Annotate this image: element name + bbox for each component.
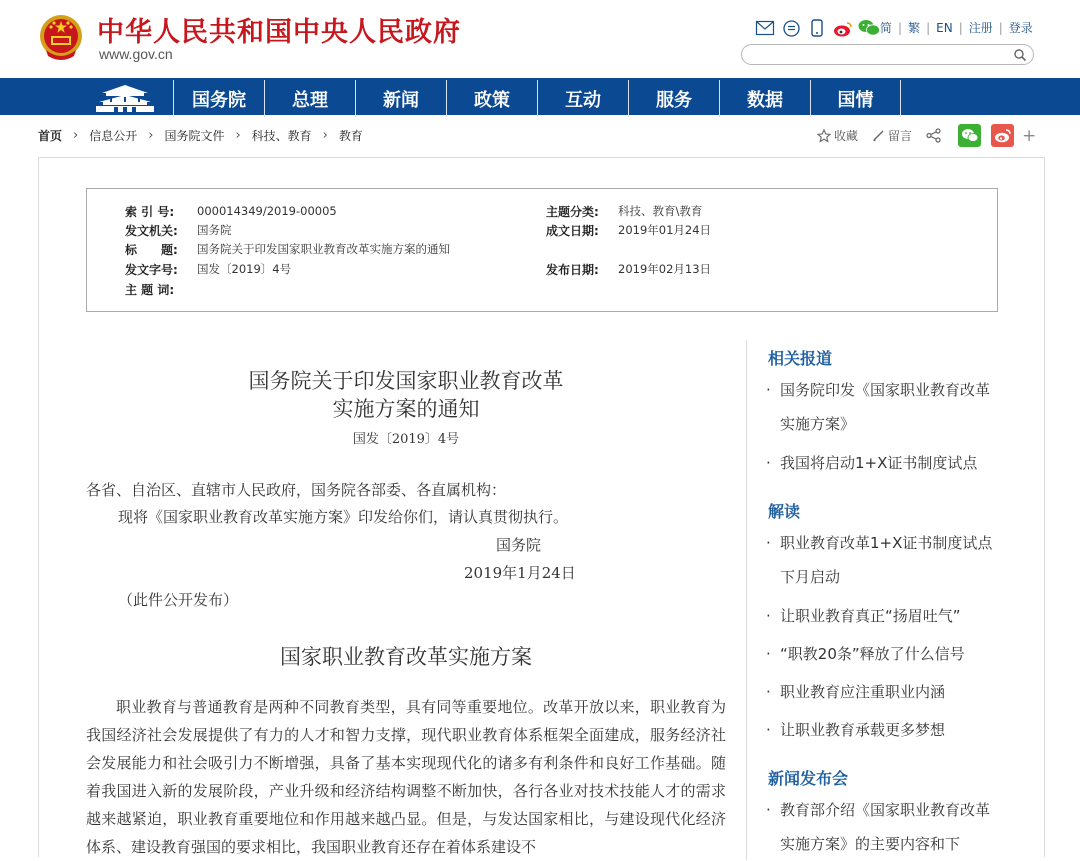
nav-item-premier[interactable]: 总理 (264, 80, 355, 117)
comment-button[interactable] (872, 127, 912, 144)
sidebar-interp-link[interactable]: 让职业教育真正“扬眉吐气” (780, 607, 961, 625)
sidebar-press-heading: 新闻发布会 (768, 769, 849, 788)
nav-item-services[interactable]: 服务 (628, 80, 719, 117)
meta-index-row (125, 202, 337, 220)
meta-doc-no-label: 发文字号: (125, 262, 178, 277)
plan-title: 国家职业教育改革实施方案 (280, 645, 532, 669)
article-paragraph: 职业教育与普通教育是两种不同教育类型，具有同等重要地位。改革开放以来，职业教育为我国经济社会发展提供了有力的人才和智力支撑，现代职业教育体系框架全面建成，服务经济社会发展能力和社会吸引力不断增强，具备了基本实现现代化的诸多有利条件和良好工作基础。随着我国进入新的发展阶段，产业升级和经济结构调整不断加快，各行各业对技术技能人才的需求越来越紧迫，职业教育重要地位和作用越来越凸显。但是，与发达国家相比，与建设现代化经济体系、建设教育强国的要求相比，我国职业教育还存在着体系建设不 (86, 698, 726, 856)
nav-item-policy[interactable]: 政策 (446, 80, 537, 117)
meta-title-value: 国务院关于印发国家职业教育改革实施方案的通知 (197, 242, 450, 256)
bullet-icon: · (766, 801, 771, 819)
mail-icon[interactable] (755, 18, 775, 38)
sidebar (746, 340, 1046, 860)
sidebar-interp-link[interactable]: 让职业教育承载更多梦想 (780, 721, 946, 739)
bullet-icon: · (766, 381, 771, 399)
share-weibo-button[interactable] (991, 124, 1014, 147)
sidebar-related-item[interactable] (766, 446, 998, 480)
weibo-icon (994, 128, 1012, 143)
favorite-button[interactable] (817, 127, 858, 144)
nav-item-interaction[interactable]: 互动 (537, 80, 628, 117)
meta-published-value: 2019年02月13日 (618, 262, 712, 276)
meta-issuer-value: 国务院 (197, 223, 232, 237)
meta-date-made-row (546, 221, 711, 239)
meta-issuer-label: 发文机关: (125, 223, 178, 238)
site-title[interactable]: 中华人民共和国中央人民政府 (97, 17, 461, 48)
top-links (880, 19, 1033, 36)
separator: | (998, 20, 1003, 35)
chevron-right-icon: › (322, 128, 328, 143)
chevron-right-icon: › (148, 128, 154, 143)
bullet-icon: · (766, 645, 771, 663)
sidebar-related-heading: 相关报道 (768, 349, 833, 368)
breadcrumb-sci-edu[interactable]: 科技、教育 (251, 129, 312, 143)
search-box (741, 44, 1034, 65)
article-doc-number: 国发〔2019〕4号 (352, 432, 460, 447)
breadcrumb (38, 127, 363, 144)
meta-published-label: 发布日期: (546, 262, 599, 277)
meta-category-value: 科技、教育\教育 (618, 204, 703, 218)
tiananmen-home-icon[interactable] (94, 82, 156, 114)
sidebar-related-link[interactable]: 我国将启动1+X证书制度试点 (780, 454, 978, 472)
document-metadata (86, 188, 998, 312)
pencil-icon (872, 129, 885, 142)
search-icon[interactable] (1013, 48, 1027, 62)
sidebar-interp-link[interactable]: “职教20条”释放了什么信号 (780, 645, 965, 663)
sidebar-interp-link[interactable]: 职业教育应注重职业内涵 (780, 683, 946, 701)
meta-date-made-label: 成文日期: (546, 223, 599, 238)
message-icon[interactable] (781, 18, 801, 38)
sidebar-interp-item[interactable] (766, 526, 998, 594)
article-instruction: 现将《国家职业教育改革实施方案》印发给你们，请认真贯彻执行。 (118, 508, 569, 526)
breadcrumb-state-council-docs[interactable]: 国务院文件 (164, 129, 225, 143)
article-title-line-2: 实施方案的通知 (332, 397, 480, 421)
nav-item-data[interactable]: 数据 (719, 80, 810, 117)
share-wechat-button[interactable] (958, 124, 981, 147)
meta-index-label: 索 引 号: (125, 204, 175, 219)
article-public-note: （此件公开发布） (118, 591, 239, 609)
bullet-icon: · (766, 721, 771, 739)
link-login[interactable]: 登录 (1008, 21, 1033, 35)
chevron-right-icon: › (73, 128, 79, 143)
meta-issuer-row (125, 221, 232, 239)
sidebar-interp-item[interactable] (766, 675, 998, 709)
meta-title-row (125, 240, 450, 258)
top-share-icons (755, 17, 879, 39)
sidebar-related-link[interactable]: 国务院印发《国家职业教育改革实施方案》 (780, 381, 991, 433)
sidebar-interp-item[interactable] (766, 599, 998, 633)
article-title-line-1: 国务院关于印发国家职业教育改革 (248, 369, 564, 393)
site-url[interactable]: www.gov.cn (99, 46, 173, 62)
share-button[interactable] (926, 128, 944, 143)
article-sign-date: 2019年1月24日 (464, 564, 576, 582)
meta-date-made-value: 2019年01月24日 (618, 223, 712, 237)
favorite-label: 收藏 (834, 129, 859, 143)
meta-category-row (546, 202, 702, 220)
mobile-icon[interactable] (807, 18, 827, 38)
meta-index-value: 000014349/2019-00005 (197, 204, 337, 218)
breadcrumb-education[interactable]: 教育 (338, 129, 363, 143)
site-header (0, 0, 1080, 78)
wechat-icon[interactable] (859, 18, 879, 38)
sidebar-interp-link[interactable]: 职业教育改革1+X证书制度试点下月启动 (780, 534, 993, 586)
meta-title-label: 标 题: (125, 242, 178, 257)
separator: | (926, 20, 931, 35)
share-icon (926, 128, 941, 143)
star-icon (817, 129, 831, 143)
chevron-right-icon: › (235, 128, 241, 143)
national-emblem-icon[interactable] (38, 12, 84, 64)
meta-keywords-row (125, 280, 197, 298)
meta-category-label: 主题分类: (546, 204, 599, 219)
nav-item-national-info[interactable]: 国情 (810, 80, 901, 117)
sidebar-interp-item[interactable] (766, 637, 998, 671)
sidebar-press-item[interactable] (766, 793, 998, 861)
nav-item-state-council[interactable]: 国务院 (173, 80, 264, 117)
breadcrumb-home[interactable]: 首页 (38, 129, 63, 143)
plus-icon[interactable]: + (1022, 125, 1037, 146)
article-recipients: 各省、自治区、直辖市人民政府，国务院各部委、各直属机构： (86, 481, 507, 499)
separator: | (958, 20, 963, 35)
wechat-icon (961, 128, 979, 143)
bullet-icon: · (766, 683, 771, 701)
sidebar-interp-item[interactable] (766, 713, 998, 747)
meta-keywords-label: 主 题 词: (125, 282, 175, 297)
article-signer: 国务院 (496, 536, 542, 554)
sidebar-press-link[interactable]: 教育部介绍《国家职业教育改革实施方案》的主要内容和下 (780, 801, 991, 853)
nav-menu (173, 80, 901, 117)
weibo-icon[interactable] (833, 18, 853, 38)
meta-published-row (546, 260, 711, 278)
sidebar-related-item[interactable] (766, 373, 998, 441)
bullet-icon: · (766, 454, 771, 472)
link-english[interactable]: EN (936, 20, 953, 35)
meta-doc-no-row (125, 260, 291, 278)
bullet-icon: · (766, 607, 771, 625)
search-input[interactable] (752, 47, 1007, 62)
meta-doc-no-value: 国发〔2019〕4号 (197, 262, 292, 276)
nav-item-news[interactable]: 新闻 (355, 80, 446, 117)
separator: | (898, 20, 903, 35)
link-simplified[interactable]: 简 (880, 21, 893, 35)
link-register[interactable]: 注册 (968, 21, 993, 35)
main-nav (0, 78, 1080, 115)
sidebar-interpretation-heading: 解读 (768, 502, 801, 521)
comment-label: 留言 (888, 129, 913, 143)
breadcrumb-info-public[interactable]: 信息公开 (89, 129, 138, 143)
bullet-icon: · (766, 534, 771, 552)
page-tools (817, 124, 1036, 147)
link-traditional[interactable]: 繁 (908, 21, 921, 35)
